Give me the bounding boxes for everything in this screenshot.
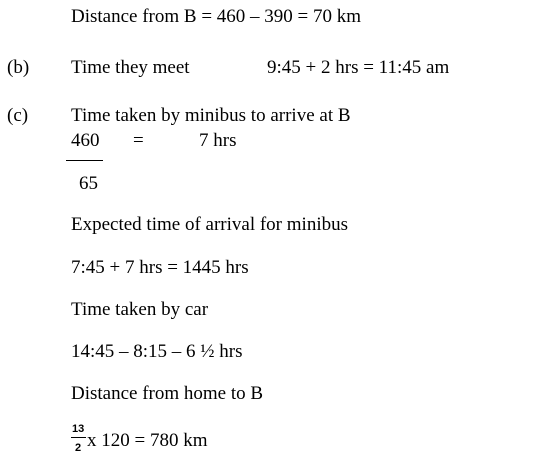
distance-from-b-line: Distance from B = 460 – 390 = 70 km <box>71 6 362 27</box>
car-time-calculation: 14:45 – 8:15 – 6 ½ hrs <box>71 341 243 362</box>
fraction-numerator: 460 <box>71 130 100 151</box>
part-b-calculation: 9:45 + 2 hrs = 11:45 am <box>267 57 450 78</box>
fraction-denominator: 65 <box>79 173 98 194</box>
part-b-question: Time they meet <box>71 57 190 78</box>
part-b-label: (b) <box>7 57 30 78</box>
final-fraction-numerator: 13 <box>72 423 85 435</box>
fraction-equals-sign: = <box>133 130 144 151</box>
expected-arrival-calculation: 7:45 + 7 hrs = 1445 hrs <box>71 257 249 278</box>
fraction-result: 7 hrs <box>199 130 237 151</box>
fraction-bar <box>66 160 103 161</box>
car-time-heading: Time taken by car <box>71 299 209 320</box>
final-fraction-denominator: 2 <box>75 442 82 454</box>
expected-arrival-heading: Expected time of arrival for minibus <box>71 214 348 235</box>
final-distance-calculation: x 120 = 780 km <box>87 430 208 451</box>
home-distance-heading: Distance from home to B <box>71 383 264 404</box>
part-c-question: Time taken by minibus to arrive at B <box>71 105 351 126</box>
final-fraction-bar <box>71 437 86 438</box>
part-c-label: (c) <box>7 105 29 126</box>
